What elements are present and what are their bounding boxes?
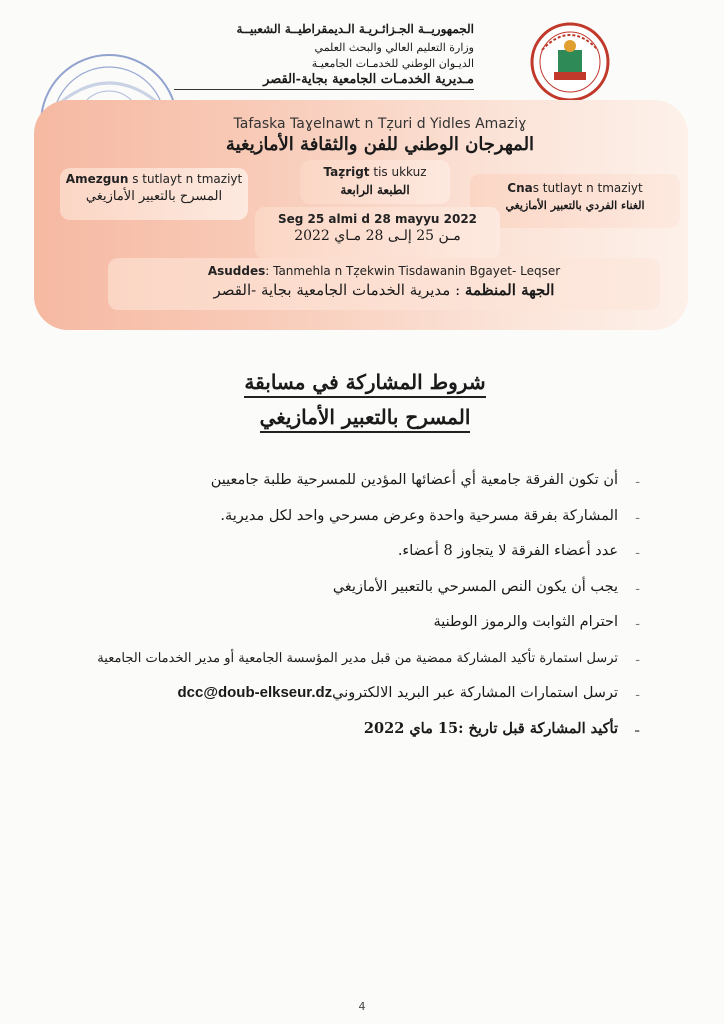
university-logo-icon [520, 20, 620, 110]
onou-line: الديـوان الوطني للخدمـات الجامعيـة [311, 57, 474, 70]
date-arabic: مـن 25 إلـى 28 مـاي 2022 [294, 228, 461, 244]
banner-title-arabic: المهرجان الوطني للفن والثقافة الأمازيغية [225, 134, 535, 155]
competition-title: المسرح بالتعبير الأمازيغي [150, 405, 580, 429]
list-item: - ترسل استمارات المشاركة عبر البريد الالكترونيdcc@doub-elkseur.dz [177, 684, 640, 703]
ministry-line: وزارة التعليم العالي والبحث العلمي [314, 41, 474, 54]
list-item: - ترسل استمارة تأكيد المشاركة ممضية من قبل مدير المؤسسة الجامعية أو مدير الخدمات الجامعية [97, 650, 640, 668]
conditions-title: شروط المشاركة في مسابقة [150, 370, 580, 394]
song-latin: Cnas tutlayt n tmaziyt [507, 181, 643, 195]
theatre-arabic: المسرح بالتعبير الأمازيغي [85, 189, 223, 204]
email-link[interactable]: dcc@doub-elkseur.dz [177, 684, 333, 701]
organizer-arabic: الجهة المنظمة : مديرية الخدمات الجامعية بجاية -القصر [213, 281, 555, 299]
page-number: 4 [358, 1000, 366, 1013]
republic-line: الجمهوريــة الجـزائـريـة الـديمقراطيــة الشعبيــة [236, 22, 474, 36]
banner-title-latin: Tafaska Taɣelnawt n Tẓuri d Yidles Amaziɣ [233, 116, 527, 132]
list-item: - تأكيد المشاركة قبل تاريخ :15 ماي 2022 [363, 719, 640, 739]
list-item: - عدد أعضاء الفرقة لا يتجاوز 8 أعضاء. [397, 543, 640, 561]
list-item: - المشاركة بفرقة مسرحية واحدة وعرض مسرحي واحد لكل مديرية. [220, 507, 640, 526]
edition-latin: Taẓrigt tis ukkuz [323, 165, 427, 179]
list-item: - يجب أن يكون النص المسرحي بالتعبير الأمازيغي [332, 578, 640, 597]
list-item: - احترام الثوابت والرموز الوطنية [433, 614, 640, 632]
theatre-latin: Amezgun s tutlayt n tmaziyt [65, 172, 243, 186]
song-arabic: الغناء الفردي بالتعبير الأمازيغي [505, 199, 645, 212]
organizer-latin: Asuddes: Tanmehla n Tẓekwin Tisdawanin Bgayet- Leqser [207, 264, 561, 278]
list-item: - أن تكون الفرقة جامعية أي أعضائها المؤدين للمسرحية طلبة جامعيين [210, 472, 640, 490]
directorate-line: مـديرية الخدمـات الجامعية بجاية-القصر [174, 72, 474, 90]
conditions-list [72, 470, 640, 754]
edition-arabic: الطبعة الرابعة [340, 183, 410, 197]
date-latin: Seg 25 almi d 28 mayyu 2022 [277, 212, 478, 226]
